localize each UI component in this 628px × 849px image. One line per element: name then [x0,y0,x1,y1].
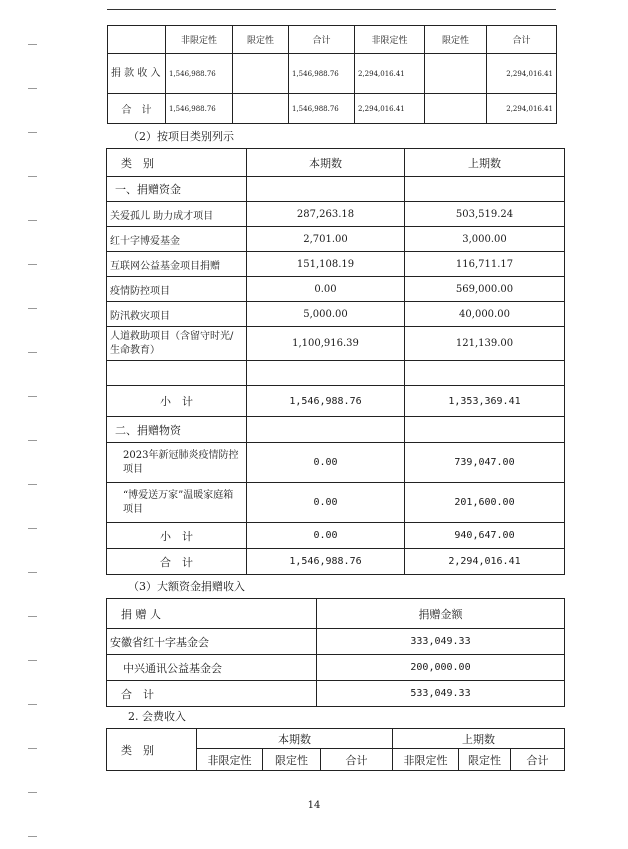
subtotal-row [107,386,565,417]
table-row [108,94,557,124]
margin-mark [28,836,37,837]
col-header-category: 类 别 [107,729,197,771]
table-row [107,629,565,655]
previous-value: 201,600.00 [405,483,565,523]
current-value: 0.00 [247,483,405,523]
margin-mark [28,264,37,265]
table-header-row [107,729,565,749]
subtotal-label: 小 计 [107,386,247,417]
previous-value: 3,000.00 [405,227,565,252]
previous-value: 503,519.24 [405,202,565,227]
previous-value: 116,711.17 [405,252,565,277]
donation-income-table [107,25,557,124]
margin-mark [28,132,37,133]
project-name: 2023年新冠肺炎疫情防控项目 [107,443,247,483]
total-label: 合 计 [107,549,247,575]
col-header-donor: 捐 赠 人 [107,599,317,629]
col-header: 限定性 [425,26,487,54]
col-header: 非限定性 [355,26,425,54]
cell [425,54,487,94]
group-title-row [107,417,565,443]
col-header-category: 类 别 [107,149,247,177]
project-name: 互联网公益基金项目捐赠 [107,252,247,277]
donor-name: 安徽省红十字基金会 [107,629,317,655]
margin-mark [28,352,37,353]
margin-mark [28,572,37,573]
subtotal-label: 小 计 [107,523,247,549]
total-row [107,549,565,575]
group-title: 一、捐赠资金 [107,177,247,202]
total-row [107,681,565,707]
subtotal-current: 1,546,988.76 [247,386,405,417]
current-value: 0.00 [247,443,405,483]
previous-value: 739,047.00 [405,443,565,483]
cell [247,417,405,443]
donation-amount: 333,049.33 [317,629,565,655]
project-name: 疫情防控项目 [107,277,247,302]
project-name: 人道救助项目（含留守时光/生命教育） [107,327,247,361]
cell [405,361,565,386]
cell: 2,294,016.41 [355,54,425,94]
subtotal-previous: 940,647.00 [405,523,565,549]
table-row [107,443,565,483]
table-row [107,327,565,361]
col-subheader: 限定性 [459,749,511,771]
subtotal-current: 0.00 [247,523,405,549]
cell: 1,546,988.76 [166,94,233,124]
membership-fee-table [106,728,565,771]
cell: 2,294,016.41 [355,94,425,124]
table-row [107,227,565,252]
table-row [107,202,565,227]
project-category-table [106,148,565,575]
table-row [107,252,565,277]
previous-value: 40,000.00 [405,302,565,327]
row-label: 合 计 [108,94,166,124]
col-header: 合计 [487,26,557,54]
margin-mark [28,660,37,661]
cell: 1,546,988.76 [289,94,355,124]
margin-mark [28,44,37,45]
table-header-row [108,26,557,54]
total-amount: 533,049.33 [317,681,565,707]
col-header-current: 本期数 [247,149,405,177]
project-name: 红十字博爱基金 [107,227,247,252]
margin-mark [28,308,37,309]
cell: 2,294,016.41 [487,94,557,124]
cell: 2,294,016.41 [487,54,557,94]
cell: 1,546,988.76 [166,54,233,94]
top-rule [107,9,556,10]
table-header-row [107,149,565,177]
col-subheader: 合计 [511,749,565,771]
current-value: 2,701.00 [247,227,405,252]
col-subheader: 限定性 [263,749,321,771]
margin-mark [28,748,37,749]
donation-amount: 200,000.00 [317,655,565,681]
previous-value: 121,139.00 [405,327,565,361]
cell [405,177,565,202]
margin-mark [28,220,37,221]
cell [247,177,405,202]
current-value: 5,000.00 [247,302,405,327]
col-header: 限定性 [233,26,289,54]
row-label: 捐 款 收 入 [108,54,166,94]
col-header: 非限定性 [166,26,233,54]
project-name: 防汛救灾项目 [107,302,247,327]
col-subheader: 非限定性 [197,749,263,771]
project-name: “博爱送万家”温暖家庭箱项目 [107,483,247,523]
table-row [107,277,565,302]
table-header-row [107,599,565,629]
col-header: 合计 [289,26,355,54]
donor-name: 中兴通讯公益基金会 [107,655,317,681]
cell [405,417,565,443]
current-value: 0.00 [247,277,405,302]
margin-mark [28,484,37,485]
col-header-amount: 捐赠金额 [317,599,565,629]
cell [233,54,289,94]
total-previous: 2,294,016.41 [405,549,565,575]
table-row [107,483,565,523]
large-donation-table [106,598,565,707]
col-subheader: 合计 [321,749,393,771]
current-value: 151,108.19 [247,252,405,277]
total-current: 1,546,988.76 [247,549,405,575]
subtotal-row [107,523,565,549]
current-value: 1,100,916.39 [247,327,405,361]
group-title: 二、捐赠物资 [107,417,247,443]
section-heading: （3）大额资金捐赠收入 [128,580,245,593]
blank-row [107,361,565,386]
margin-mark [28,704,37,705]
col-header-previous: 上期数 [405,149,565,177]
cell [233,94,289,124]
section-heading: （2）按项目类别列示 [128,130,234,143]
col-subheader: 非限定性 [393,749,459,771]
margin-mark [28,88,37,89]
section-heading: 2. 会费收入 [128,710,186,723]
group-title-row [107,177,565,202]
margin-mark [28,792,37,793]
previous-value: 569,000.00 [405,277,565,302]
cell: 1,546,988.76 [289,54,355,94]
subtotal-previous: 1,353,369.41 [405,386,565,417]
margin-mark [28,396,37,397]
project-name: 关爱孤儿 助力成才项目 [107,202,247,227]
header-blank [108,26,166,54]
margin-mark [28,176,37,177]
margin-mark [28,440,37,441]
table-row [107,302,565,327]
cell [247,361,405,386]
table-row [107,655,565,681]
total-label: 合 计 [107,681,317,707]
col-header-current: 本期数 [197,729,393,749]
col-header-previous: 上期数 [393,729,565,749]
current-value: 287,263.18 [247,202,405,227]
margin-mark [28,616,37,617]
cell [107,361,247,386]
cell [425,94,487,124]
table-row [108,54,557,94]
page-number: 14 [307,800,321,811]
margin-mark [28,528,37,529]
